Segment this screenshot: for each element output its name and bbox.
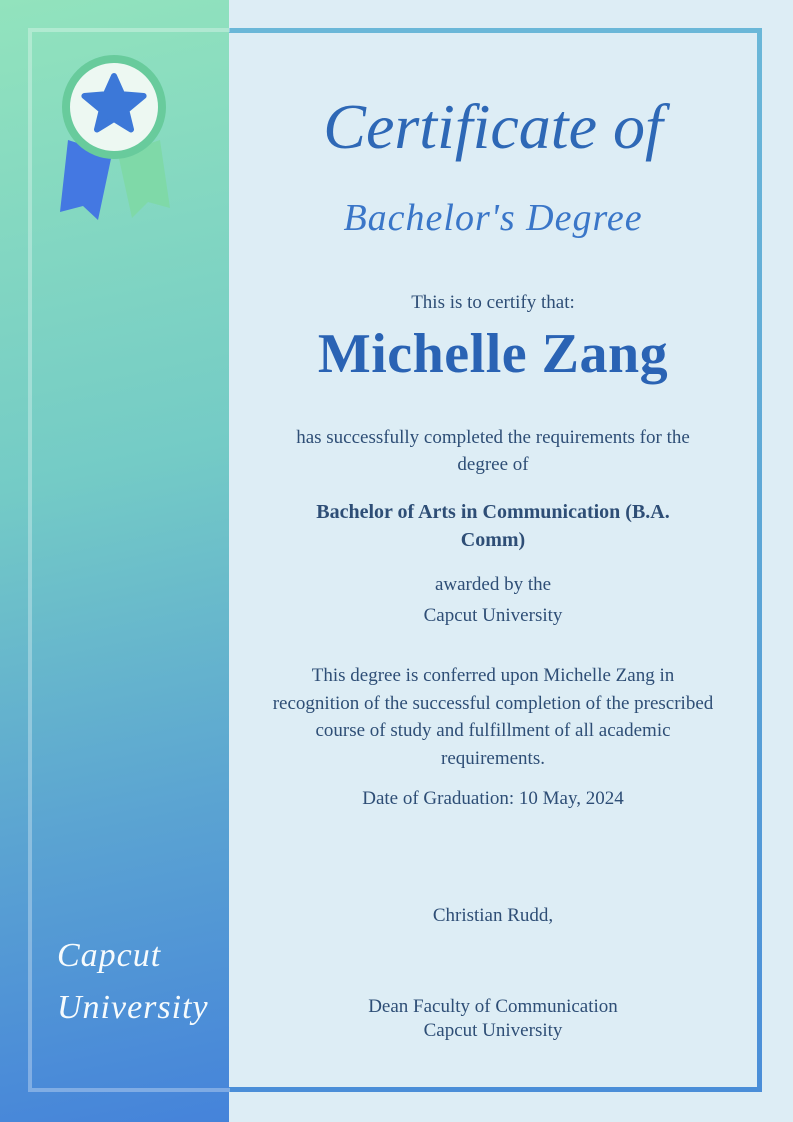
signer-name: Christian Rudd, bbox=[432, 905, 554, 926]
certify-label: This is to certify that: bbox=[411, 292, 575, 313]
sidebar-institution-line2: University bbox=[57, 989, 209, 1026]
awarded-by-label: awarded by the bbox=[434, 574, 552, 595]
conferral-text bbox=[229, 662, 757, 772]
degree-name-inner: Bachelor of Arts in Communication (B.A. Comm) bbox=[316, 501, 670, 551]
certificate-title: Certificate of bbox=[323, 91, 663, 162]
recipient-name: Michelle Zang bbox=[317, 323, 669, 385]
award-ribbon-icon bbox=[48, 48, 184, 236]
signer-title: Dean Faculty of Communication bbox=[368, 996, 618, 1017]
left-gradient-strip bbox=[0, 0, 229, 1122]
sidebar-institution-name bbox=[57, 930, 209, 1034]
certificate-content bbox=[229, 0, 793, 1122]
signer-institution: Capcut University bbox=[423, 1020, 563, 1041]
conferral-text-inner: This degree is conferred upon Michelle Zang in recognition of the successful completion of the prescribed course of study and fulfillment of all academic requirements. bbox=[272, 665, 714, 769]
completion-text bbox=[229, 424, 757, 478]
degree-name bbox=[229, 498, 757, 554]
institution-name: Capcut University bbox=[423, 605, 563, 626]
completion-text-inner: has successfully completed the requirements for the degree of bbox=[296, 427, 690, 475]
graduation-date: Date of Graduation: 10 May, 2024 bbox=[362, 788, 624, 809]
sidebar-institution-line1: Capcut bbox=[57, 937, 162, 974]
certificate-subtitle: Bachelor's Degree bbox=[343, 197, 643, 239]
